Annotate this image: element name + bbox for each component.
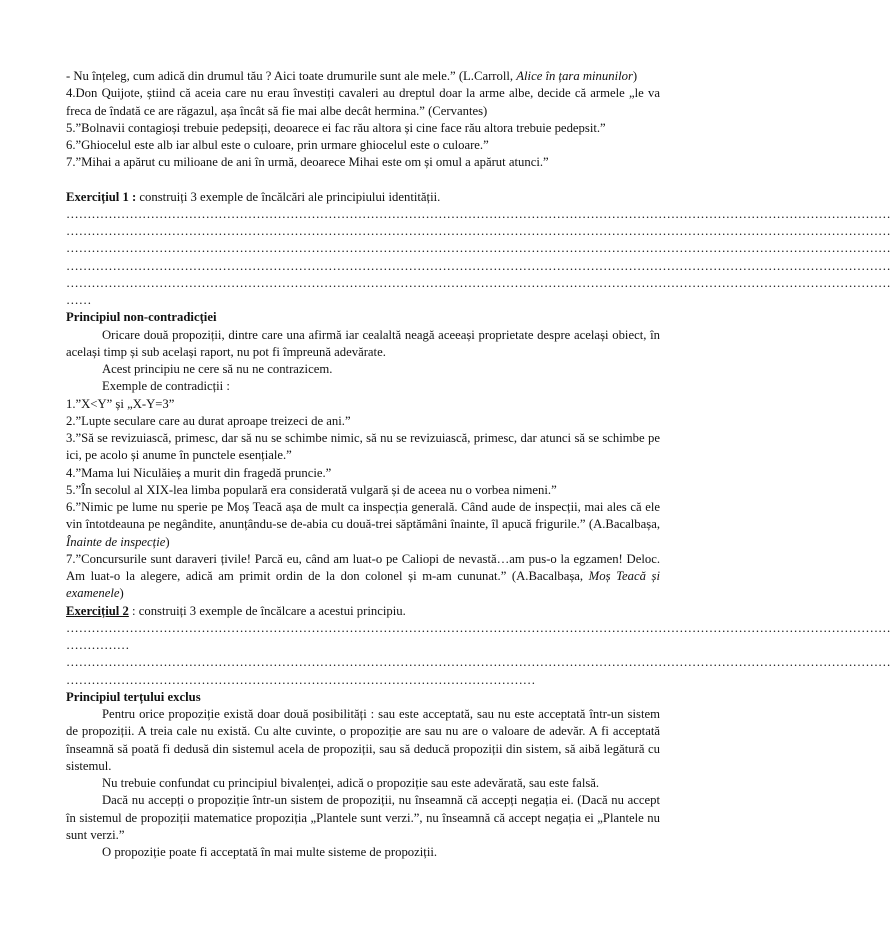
answer-line-medium: ………………………………………………………………………………………………… — [66, 672, 536, 687]
example-close: ) — [165, 534, 170, 549]
example-text: 7.”Concursurile sunt daraveri țivile! Parcă eu, când am luat-o pe Caliopi de nevastă…am pus-o la egzamen! Deloc. Am luat-o la alegere, adică am primit ordin de la don colonel și m-am cununat.” (A.Bacalbașa, — [66, 551, 660, 583]
book-title: Alice în țara minunilor — [516, 69, 633, 83]
exercise-2 — [66, 603, 660, 620]
answer-line: …………………………………………………………………………………………………………………………………………………………………………… — [66, 241, 891, 256]
bivalence-note: Nu trebuie confundat cu principiul bivalenței, adică o propoziție sau este adevărată, sau este falsă. — [102, 776, 600, 790]
example-item-4: 4.Don Quijote, știind că aceia care nu erau învestiți cavaleri au dreptul doar la arme albe, decide că armele „le va freca de îndată ce are răgazul, așa încât să fie mai albe decât hermina.” (Cervantes) — [66, 86, 660, 118]
contradiction-example-3: 3.”Să se revizuiască, primesc, dar să nu se schimbe nimic, să nu se revizuiască, primesc, dar atunci să se schimbe pe ici, pe acolo și anume în punctele esențiale.” — [66, 431, 660, 463]
answer-line: …………………………………………………………………………………………………………………………………………………………………………… — [66, 655, 891, 670]
principle-note: Acest principiu ne cere să nu ne contrazicem. — [102, 362, 333, 376]
examples-intro: Exemple de contradicții : — [102, 379, 230, 394]
quote-carroll — [66, 68, 660, 85]
answer-line: …………………………………………………………………………………………………………………………………………………………………………… — [66, 275, 891, 290]
contradiction-example-2: 2.”Lupte seculare care au durat aproape treizeci de ani.” — [66, 413, 351, 428]
quote-close: ) — [632, 69, 638, 83]
answer-line: …………………………………………………………………………………………………………………………………………………………………………… — [66, 258, 891, 273]
contradiction-example-4: 4.”Mama lui Niculăieș a murit din fragedă pruncie.” — [66, 465, 332, 480]
source-title: Înainte de inspecție — [66, 534, 166, 549]
multiple-systems-note: O propoziție poate fi acceptată în mai multe sisteme de propoziții. — [102, 845, 438, 859]
spacer — [66, 172, 660, 189]
exercise-1-text: construiți 3 exemple de încălcări ale principiului identității. — [136, 189, 441, 204]
exercise-2-text: : construiți 3 exemple de încălcare a acestui principiu. — [128, 603, 406, 618]
answer-line: …………………………………………………………………………………………………………………………………………………………………………… — [66, 206, 891, 221]
definition-paragraph: Oricare două propoziții, dintre care una afirmă iar cealaltă neagă aceeași proprietate despre același obiect, în același timp și sub același raport, nu pot fi împreună adevărate. — [66, 327, 660, 359]
example-item-7: 7.”Mihai a apărut cu milioane de ani în urmă, deoarece Mihai este om și omul a apărut atunci.” — [66, 155, 549, 170]
negation-note: Dacă nu accepți o propoziție într-un sistem de propoziții, nu înseamnă că accepți negația ei. (Dacă nu accept în sistemul de propoziții matematice propoziția „Plantele sunt verzi.”, nu înseamnă că accept negația ei „Plantele nu sunt verzi.” — [66, 793, 660, 842]
answer-line: …………………………………………………………………………………………………………………………………………………………………………… — [66, 620, 891, 635]
exercise-2-label: Exercițiul 2 — [66, 603, 129, 618]
example-item-6: 6.”Ghiocelul este alb iar albul este o culoare, prin urmare ghiocelul este o culoare.” — [66, 138, 489, 152]
source-title: Moș Teacă și examenele — [66, 569, 660, 601]
contradiction-example-1: 1.”X<Y” și „X-Y=3” — [66, 396, 175, 411]
example-text: 6.”Nimic pe lume nu sperie pe Moș Teacă așa de mult ca inspecția generală. Când aude de inspecții, mai ales că ele vin întotdeauna pe negândite, anunțându-se de-abia cu două-trei săptămâni înainte, îl apucă frigurile.” (A.Bacalbașa, — [66, 500, 660, 532]
section-heading-noncontradiction: Principiul non-contradicției — [66, 310, 217, 325]
exercise-1-label: Exercițiul 1 : — [66, 189, 137, 204]
exercise-1 — [66, 189, 660, 206]
example-item-5: 5.”Bolnavii contagioși trebuie pedepsiți, deoarece ei fac rău altora și cine face rău altora trebuie pedepsit.” — [66, 120, 606, 135]
quote-text: - Nu înțeleg, cum adică din drumul tău ? Aici toate drumurile sunt ale mele.” (L.Carroll, — [66, 69, 517, 83]
contradiction-example-7 — [66, 551, 660, 603]
contradiction-example-6 — [66, 499, 660, 551]
answer-line-short: …… — [66, 293, 92, 307]
example-close: ) — [119, 586, 124, 601]
section-heading-excluded-middle: Principiul terțului exclus — [66, 689, 201, 704]
answer-line-short: …………… — [66, 638, 130, 652]
contradiction-example-5: 5.”În secolul al XIX-lea limba populară era considerată vulgară și de aceea nu o vorbea nimeni.” — [66, 482, 557, 497]
answer-line: …………………………………………………………………………………………………………………………………………………………………………… — [66, 224, 891, 238]
excluded-middle-definition: Pentru orice propoziție există doar două posibilități : sau este acceptată, sau nu este acceptată într-un sistem de propoziții. A treia cale nu există. Cu alte cuvinte, o propoziție are sau nu are o valoare de adevăr. A fi acceptată înseamnă să poată fi dedusă din sistemul acela de propoziții, sau să deducă propoziții din sistem, să aibă legătură cu sistemul. — [66, 707, 660, 773]
